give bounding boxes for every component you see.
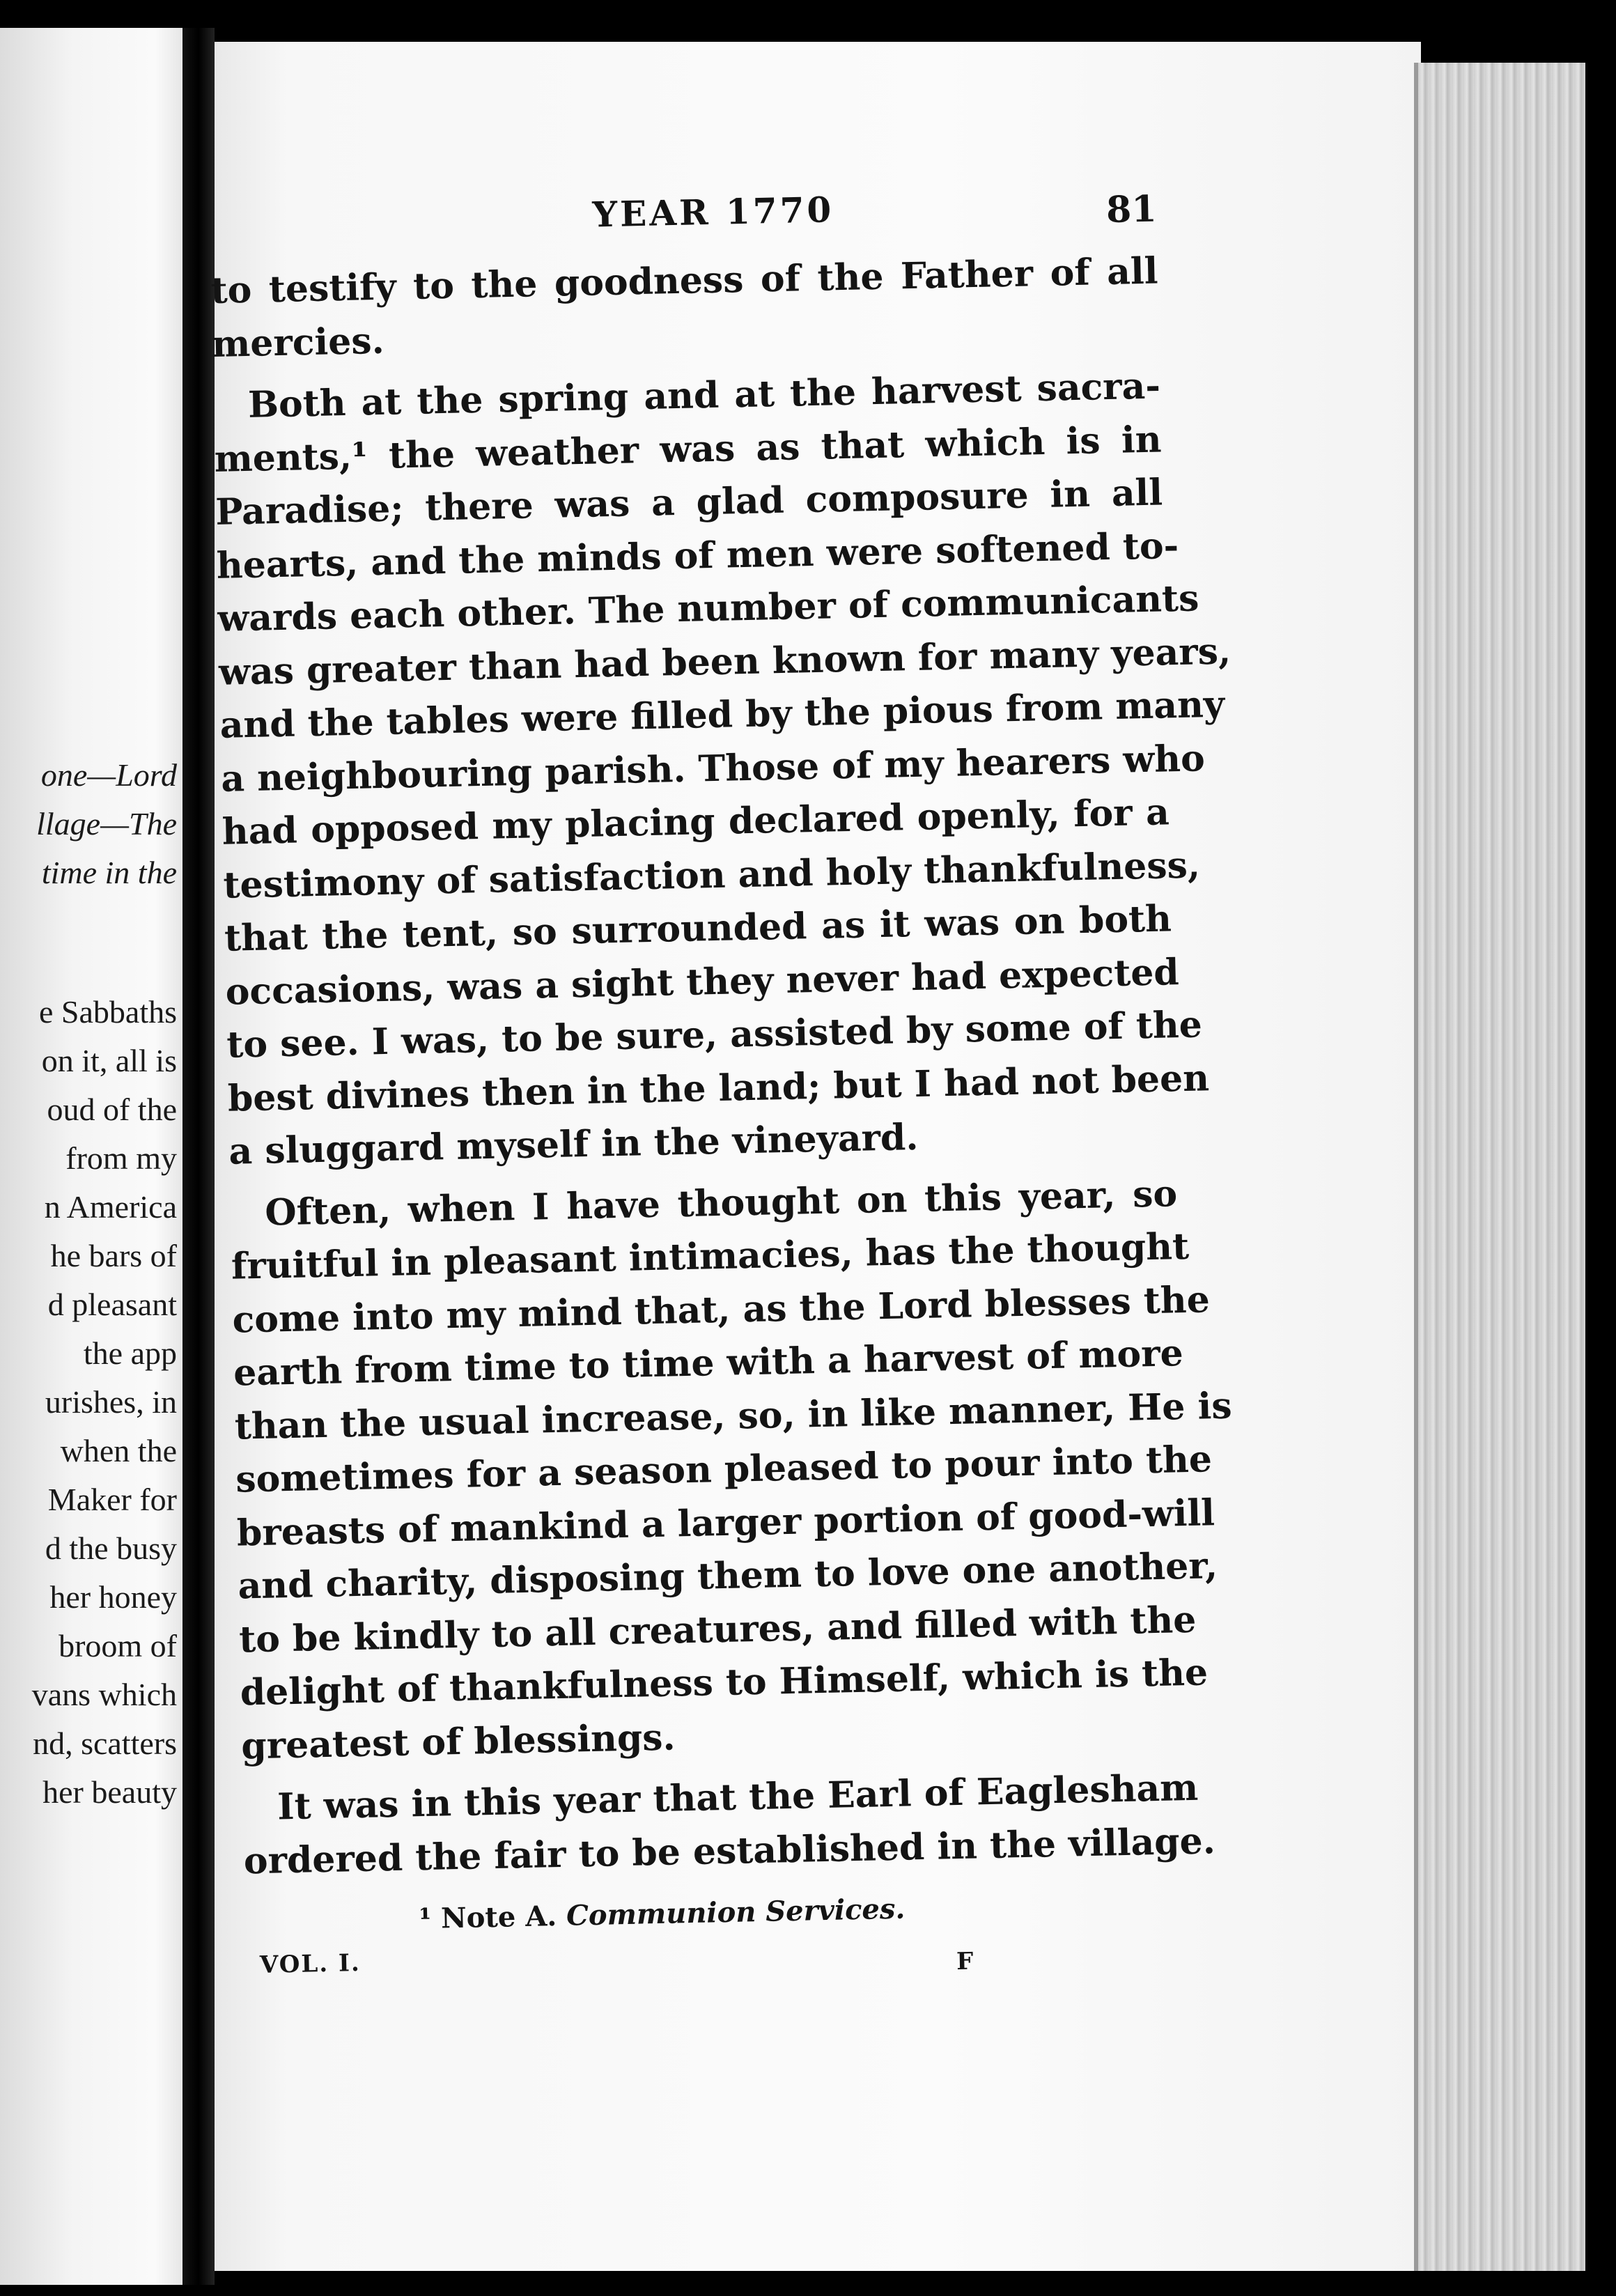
text-line: to testify to the goodness of the Father of all (210, 249, 1159, 312)
left-page-line: the app (83, 1335, 177, 1371)
text-line: was greater than had been known for many years, (218, 629, 1232, 694)
footnote (244, 1886, 1192, 1939)
left-page-line: urishes, in (45, 1384, 177, 1420)
paragraph (212, 359, 1232, 1179)
text-line: come into my mind that, as the Lord blesses the (231, 1278, 1211, 1342)
text-line: It was in this year that the Earl of Eaglesham (277, 1766, 1199, 1829)
left-facing-page (0, 28, 182, 2285)
text-line: occasions, was a sight they never had expected (225, 950, 1180, 1014)
left-page-line: e Sabbaths (38, 994, 177, 1030)
left-page-line: nd, scatters (33, 1725, 177, 1761)
text-line: breasts of mankind a larger portion of good-will (236, 1491, 1215, 1555)
text-line: had opposed my placing declared openly, for a (222, 791, 1170, 853)
text-line: greatest of blessings. (240, 1715, 676, 1768)
left-page-line: Maker for (47, 1482, 177, 1517)
signature-mark: F (956, 1947, 974, 1976)
left-page-line: her honey (49, 1579, 177, 1615)
text-line: Paradise; there was a glad composure in all (215, 471, 1163, 534)
left-page-line: he bars of (50, 1238, 177, 1273)
text-line: ordered the fair to be established in the village. (243, 1819, 1216, 1882)
text-line: sometimes for a season pleased to pour into the (235, 1438, 1213, 1501)
footnote-marker: ¹ Note A. (419, 1900, 557, 1936)
text-line: and the tables were filled by the pious from many (219, 683, 1225, 747)
left-page-line: d pleasant (47, 1287, 177, 1322)
text-line: fruitful in pleasant intimacies, has the thought (231, 1225, 1190, 1288)
text-line: Often, when I have thought on this year, so (264, 1172, 1178, 1234)
page-edges (1414, 63, 1585, 2271)
footnote-text: Communion Services. (566, 1892, 906, 1932)
text-line: than the usual increase, so, in like manner, He is (234, 1384, 1233, 1448)
text-line: to see. I was, to be sure, assisted by some of the (226, 1003, 1203, 1066)
left-page-line: d the busy (45, 1530, 177, 1566)
text-line: to be kindly to all creatures, and filled with the (238, 1598, 1197, 1661)
text-line: ments,¹ the weather was as that which is in (214, 417, 1163, 481)
left-page-line: from my (65, 1140, 177, 1176)
left-page-line: when the (60, 1433, 177, 1468)
left-page-line: one—Lord (40, 757, 177, 793)
left-page-line: time in the (41, 855, 177, 890)
volume-label: VOL. I. (259, 1948, 362, 1980)
text-line: and charity, disposing them to love one another, (237, 1544, 1218, 1608)
paragraph (242, 1762, 1216, 1888)
left-page-line: broom of (59, 1628, 177, 1663)
left-page-line: llage—The (36, 806, 177, 841)
text-line: mercies. (211, 319, 385, 366)
text-line: earth from time to time with a harvest of more (233, 1332, 1184, 1395)
left-page-line: n America (44, 1189, 177, 1225)
body-text (210, 245, 1233, 1888)
page-number: 81 (1105, 187, 1158, 232)
left-page-line: her beauty (42, 1774, 177, 1810)
paragraph (210, 245, 1160, 371)
left-page-line: vans which (31, 1677, 177, 1712)
text-line: a sluggard myself in the vineyard. (228, 1115, 919, 1173)
left-page-line: oud of the (47, 1092, 177, 1127)
page-text-block (209, 183, 1233, 1994)
text-line: Both at the spring and at the harvest sacra- (247, 364, 1161, 426)
text-line: a neighbouring parish. Those of my hearers who (220, 736, 1206, 800)
paragraph (230, 1168, 1233, 1774)
text-line: hearts, and the minds of men were softened to- (216, 524, 1179, 587)
running-head: YEAR 1770 (591, 189, 834, 235)
left-page-line: on it, all is (41, 1043, 177, 1078)
text-line: testimony of satisfaction and holy thankfulness, (222, 843, 1201, 907)
book-gutter (182, 28, 215, 2285)
text-line: that the tent, so surrounded as it was on both (224, 897, 1172, 960)
text-line: wards each other. The number of communicants (217, 577, 1199, 640)
text-line: best divines then in the land; but I had not been (227, 1056, 1210, 1120)
text-line: delight of thankfulness to Himself, which is the (240, 1651, 1209, 1714)
